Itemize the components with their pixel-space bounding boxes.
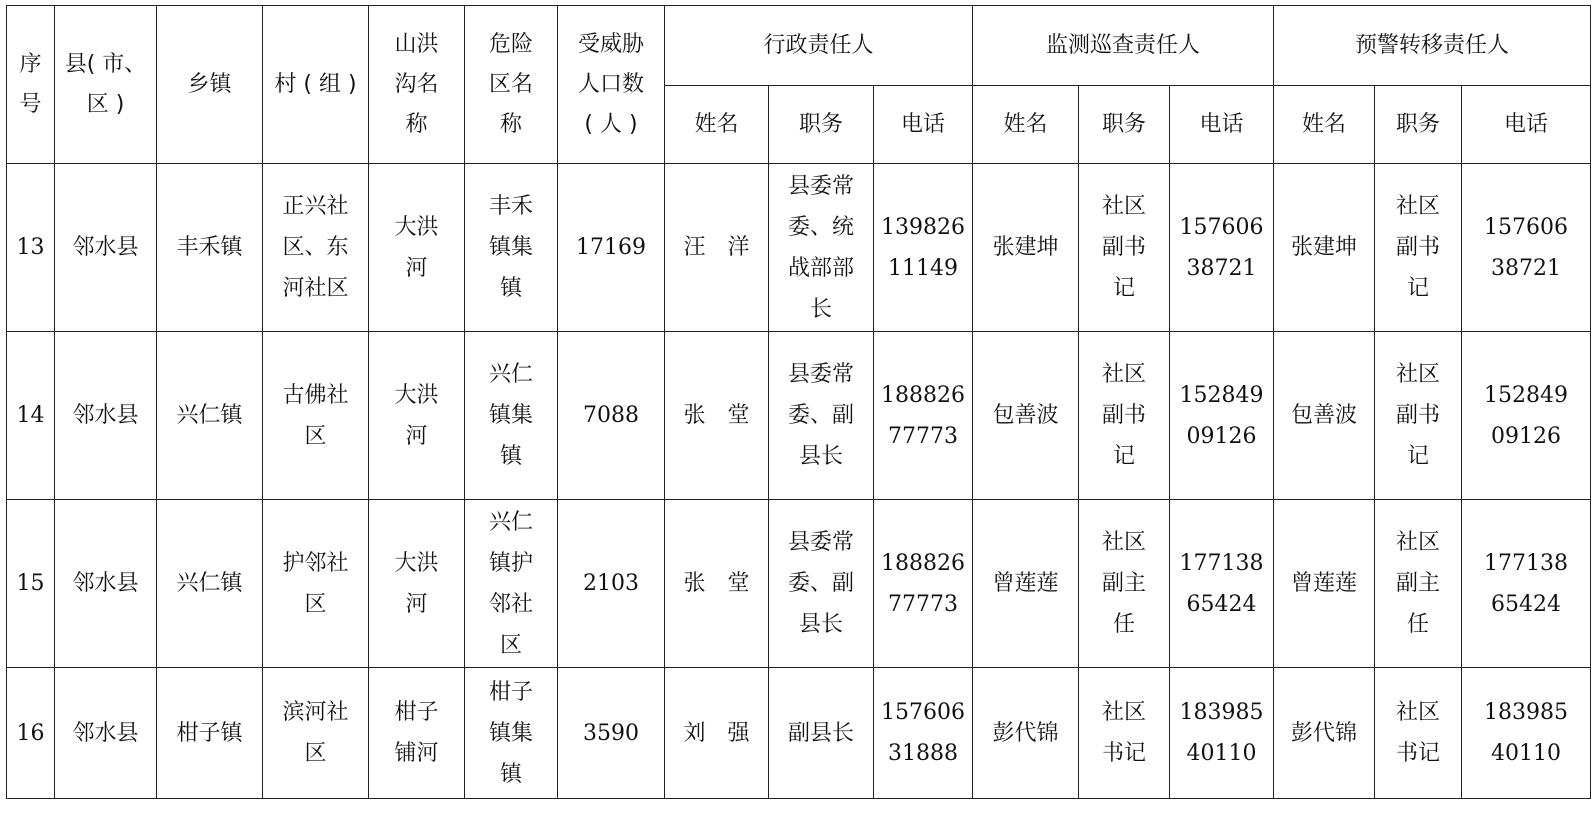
cell-admin-position: 县委常 委、副 县长 xyxy=(769,500,874,668)
cell-gully: 大洪 河 xyxy=(369,332,465,500)
cell-danger-zone: 柑子 镇集 镇 xyxy=(465,668,558,799)
cell-admin-position: 副县长 xyxy=(769,668,874,799)
cell-admin-name: 汪 洋 xyxy=(665,164,769,332)
cell-monitor-phone: 152849 09126 xyxy=(1170,332,1274,500)
cell-monitor-position: 社区 书记 xyxy=(1079,668,1170,799)
cell-admin-name: 刘 强 xyxy=(665,668,769,799)
cell-warning-name: 包善波 xyxy=(1274,332,1375,500)
header-monitor-group: 监测巡查责任人 xyxy=(973,6,1274,86)
table-row xyxy=(7,668,1591,799)
cell-seq: 13 xyxy=(7,164,55,332)
header-county: 县( 市、 区 ) xyxy=(55,6,157,164)
cell-town: 柑子镇 xyxy=(157,668,263,799)
cell-town: 兴仁镇 xyxy=(157,332,263,500)
header-seq: 序 号 xyxy=(7,6,55,164)
header-population: 受威胁 人口数 ( 人 ) xyxy=(558,6,665,164)
cell-monitor-name: 曾莲莲 xyxy=(973,500,1079,668)
cell-monitor-phone: 157606 38721 xyxy=(1170,164,1274,332)
cell-warning-position: 社区 副主 任 xyxy=(1375,500,1462,668)
cell-gully: 大洪 河 xyxy=(369,500,465,668)
cell-warning-position: 社区 副书 记 xyxy=(1375,164,1462,332)
cell-warning-phone: 152849 09126 xyxy=(1462,332,1591,500)
cell-admin-name: 张 堂 xyxy=(665,500,769,668)
cell-monitor-phone: 177138 65424 xyxy=(1170,500,1274,668)
cell-monitor-position: 社区 副主 任 xyxy=(1079,500,1170,668)
cell-warning-phone: 183985 40110 xyxy=(1462,668,1591,799)
cell-county: 邻水县 xyxy=(55,500,157,668)
header-warning-group: 预警转移责任人 xyxy=(1274,6,1591,86)
cell-population: 7088 xyxy=(558,332,665,500)
cell-village: 护邻社 区 xyxy=(263,500,369,668)
cell-town: 丰禾镇 xyxy=(157,164,263,332)
table-row xyxy=(7,164,1591,332)
header-town: 乡镇 xyxy=(157,6,263,164)
cell-admin-name: 张 堂 xyxy=(665,332,769,500)
cell-population: 17169 xyxy=(558,164,665,332)
cell-warning-phone: 177138 65424 xyxy=(1462,500,1591,668)
cell-monitor-name: 包善波 xyxy=(973,332,1079,500)
cell-monitor-position: 社区 副书 记 xyxy=(1079,164,1170,332)
cell-gully: 柑子 铺河 xyxy=(369,668,465,799)
cell-admin-phone: 139826 11149 xyxy=(874,164,973,332)
header-warning-position: 职务 xyxy=(1375,86,1462,164)
cell-admin-position: 县委常 委、副 县长 xyxy=(769,332,874,500)
cell-village: 古佛社 区 xyxy=(263,332,369,500)
header-gully: 山洪 沟名 称 xyxy=(369,6,465,164)
cell-warning-name: 彭代锦 xyxy=(1274,668,1375,799)
header-warning-phone: 电话 xyxy=(1462,86,1591,164)
cell-county: 邻水县 xyxy=(55,164,157,332)
header-monitor-phone: 电话 xyxy=(1170,86,1274,164)
cell-population: 2103 xyxy=(558,500,665,668)
header-village: 村 ( 组 ) xyxy=(263,6,369,164)
header-warning-name: 姓名 xyxy=(1274,86,1375,164)
cell-admin-position: 县委常 委、统 战部部 长 xyxy=(769,164,874,332)
cell-monitor-phone: 183985 40110 xyxy=(1170,668,1274,799)
cell-population: 3590 xyxy=(558,668,665,799)
cell-warning-name: 曾莲莲 xyxy=(1274,500,1375,668)
table-row xyxy=(7,500,1591,668)
cell-danger-zone: 兴仁 镇护 邻社 区 xyxy=(465,500,558,668)
cell-gully: 大洪 河 xyxy=(369,164,465,332)
header-admin-phone: 电话 xyxy=(874,86,973,164)
cell-admin-phone: 157606 31888 xyxy=(874,668,973,799)
cell-monitor-position: 社区 副书 记 xyxy=(1079,332,1170,500)
cell-village: 滨河社 区 xyxy=(263,668,369,799)
header-admin-name: 姓名 xyxy=(665,86,769,164)
header-monitor-position: 职务 xyxy=(1079,86,1170,164)
cell-village: 正兴社 区、东 河社区 xyxy=(263,164,369,332)
cell-warning-phone: 157606 38721 xyxy=(1462,164,1591,332)
cell-town: 兴仁镇 xyxy=(157,500,263,668)
cell-seq: 16 xyxy=(7,668,55,799)
cell-warning-name: 张建坤 xyxy=(1274,164,1375,332)
header-monitor-name: 姓名 xyxy=(973,86,1079,164)
header-danger-zone: 危险 区名 称 xyxy=(465,6,558,164)
cell-admin-phone: 188826 77773 xyxy=(874,332,973,500)
header-admin-group: 行政责任人 xyxy=(665,6,973,86)
cell-admin-phone: 188826 77773 xyxy=(874,500,973,668)
cell-seq: 15 xyxy=(7,500,55,668)
cell-county: 邻水县 xyxy=(55,332,157,500)
cell-county: 邻水县 xyxy=(55,668,157,799)
table-row xyxy=(7,332,1591,500)
cell-warning-position: 社区 书记 xyxy=(1375,668,1462,799)
cell-seq: 14 xyxy=(7,332,55,500)
cell-monitor-name: 张建坤 xyxy=(973,164,1079,332)
flood-responsibility-table xyxy=(6,5,1591,799)
cell-warning-position: 社区 副书 记 xyxy=(1375,332,1462,500)
cell-danger-zone: 丰禾 镇集 镇 xyxy=(465,164,558,332)
header-admin-position: 职务 xyxy=(769,86,874,164)
cell-danger-zone: 兴仁 镇集 镇 xyxy=(465,332,558,500)
cell-monitor-name: 彭代锦 xyxy=(973,668,1079,799)
